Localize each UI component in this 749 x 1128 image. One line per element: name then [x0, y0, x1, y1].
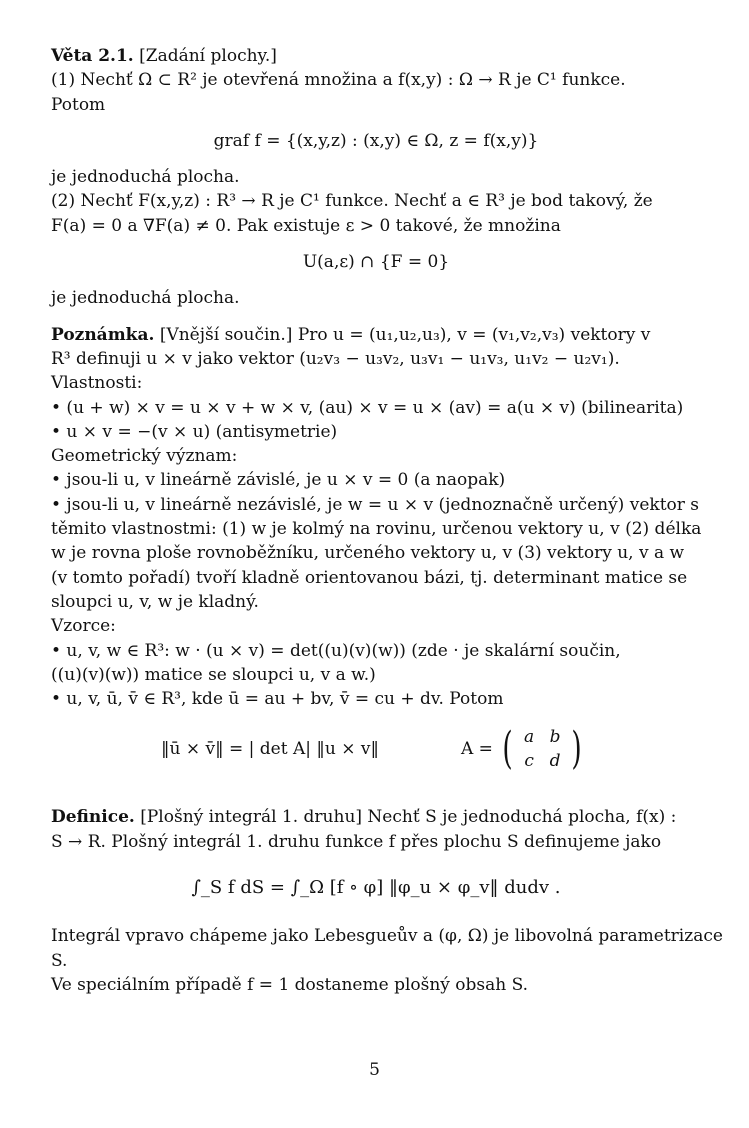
remark-line4: • (u + w) × v = u × v + w × v, (au) × v = u × (av) = a(u × v) (bilinearita) — [51, 397, 684, 418]
matrix — [516, 725, 568, 773]
remark-line3: Vlastnosti: — [51, 373, 143, 394]
definition-text-1: [Plošný integrál 1. druhu] Nechť S je jednoduchá plocha, f(x) : — [140, 807, 677, 828]
remark-line11: (v tomto pořadí) tvoří kladně orientovanou bázi, tj. determinant matice se — [51, 567, 688, 588]
remark-line7: • jsou-li u, v lineárně závislé, je u × v = 0 (a naopak) — [51, 470, 506, 491]
remark-line15: ((u)(v)(w)) matice se sloupci u, v a w.) — [51, 664, 376, 685]
theorem-display-graph: graf f = {(x,y,z) : (x,y) ∈ Ω, z = f(x,y)} — [213, 130, 539, 151]
remark-display — [161, 725, 701, 773]
remark-line1 — [51, 323, 701, 347]
theorem-p2-line2: F(a) = 0 a ∇F(a) ≠ 0. Pak existuje ε > 0 takové, že množina — [51, 215, 561, 236]
matrix-cell: c — [524, 751, 534, 772]
matrix-cell: b — [549, 727, 561, 748]
theorem-p2-line1: (2) Nechť F(x,y,z) : R³ → R je C¹ funkce. Nechť a ∈ R³ je bod takový, že — [51, 191, 653, 212]
definition-heading: Definice. — [51, 807, 135, 828]
theorem-p1-line2: Potom — [51, 94, 106, 115]
theorem-p2-line3: je jednoduchá plocha. — [51, 288, 240, 309]
remark-heading: Poznámka. — [51, 324, 155, 345]
theorem-title: [Zadání plochy.] — [139, 46, 277, 66]
theorem-heading: Věta 2.1. — [51, 46, 134, 66]
matrix-cell: d — [549, 751, 561, 772]
remark-line14: • u, v, w ∈ R³: w · (u × v) = det((u)(v)(w)) (zde · je skalární součin, — [51, 640, 621, 661]
definition-line4: S. — [51, 950, 68, 971]
matrix-cell: a — [524, 727, 535, 748]
remark-line13: Vzorce: — [51, 616, 116, 637]
page-number: 5 — [369, 1060, 380, 1080]
definition-line2: S → R. Plošný integrál 1. druhu funkce f přes plochu S definujeme jako — [51, 831, 662, 852]
remark-line8: • jsou-li u, v lineárně nezávislé, je w = u × v (jednoznačně určený) vektor s — [51, 494, 700, 515]
remark-line6: Geometrický význam: — [51, 446, 238, 467]
remark-line10: w je rovna ploše rovnoběžníku, určeného vektory u, v (3) vektory u, v a w — [51, 543, 685, 564]
remark-line9: těmito vlastnostmi: (1) w je kolmý na rovinu, určenou vektory u, v (2) délka — [51, 519, 702, 540]
definition-line1 — [51, 805, 701, 829]
definition-line5: Ve speciálním případě f = 1 dostaneme plošný obsah S. — [51, 974, 529, 995]
remark-line16: • u, v, ū, v̄ ∈ R³, kde ū = au + bv, v̄ = cu + dv. Potom — [51, 689, 504, 710]
page-content — [51, 44, 723, 997]
matrix-left-paren: ( — [502, 723, 513, 775]
theorem-p1-line3: je jednoduchá plocha. — [51, 167, 240, 188]
matrix-right-paren: ) — [571, 723, 582, 775]
remark-line12: sloupci u, v, w je kladný. — [51, 591, 259, 612]
remark-line5: • u × v = −(v × u) (antisymetrie) — [51, 421, 338, 442]
theorem-p1-line1: (1) Nechť Ω ⊂ R² je otevřená množina a f(x,y) : Ω → R je C¹ funkce. — [51, 70, 626, 91]
theorem-heading-line — [51, 44, 701, 68]
definition-display-integral: ∫_S f dS = ∫_Ω [f ∘ φ] ‖φ_u × φ_v‖ dudv . — [191, 877, 561, 899]
theorem-display-set: U(a,ε) ∩ {F = 0} — [302, 252, 450, 273]
remark-line2: R³ definuji u × v jako vektor (u₂v₃ − u₃v₂, u₃v₁ − u₁v₃, u₁v₂ − u₂v₁). — [51, 348, 620, 369]
norm-equation: ‖ū × v̄‖ = | det A| ‖u × v‖ — [161, 739, 379, 760]
remark-text-1: [Vnější součin.] Pro u = (u₁,u₂,u₃), v = (v₁,v₂,v₃) vektory v — [159, 324, 651, 345]
matrix-label: A = — [461, 739, 493, 760]
definition-line3: Integrál vpravo chápeme jako Lebesgueův a (φ, Ω) je libovolná parametrizace — [51, 926, 723, 947]
